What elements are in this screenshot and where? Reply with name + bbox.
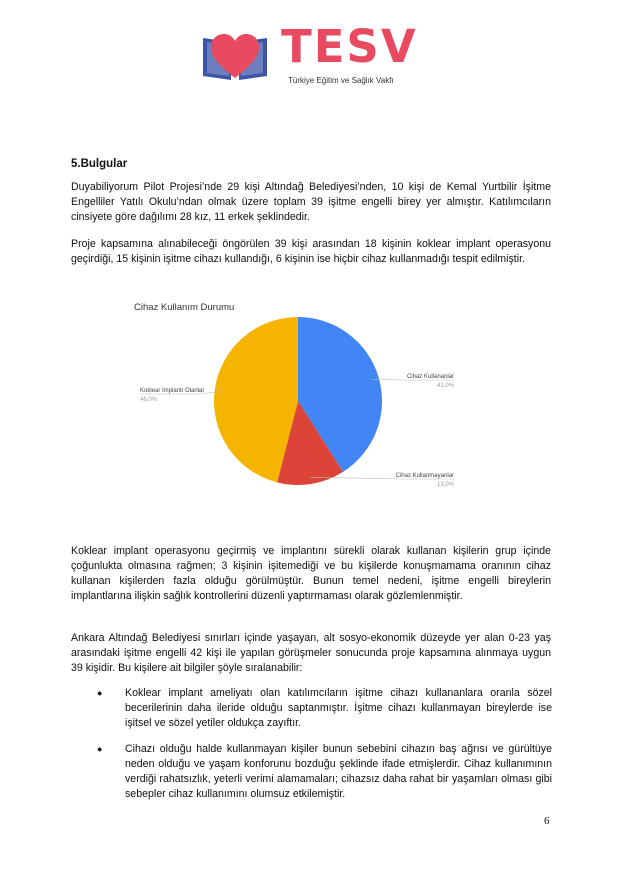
bullet-icon: ● (97, 744, 103, 754)
pie-slice-label: Cihaz Kullananlar (406, 374, 454, 380)
bullet-icon: ● (97, 688, 103, 698)
chart-title: Cihaz Kullanım Durumu (134, 302, 235, 313)
paragraph-altindag: Ankara Altındağ Belediyesi sınırları içinde yaşayan, alt sosyo-ekonomik düzeyde yer alan 0-23 yaş arasındaki işitme engelli 42 kişi ile yapılan görüşmeler sonucunda proje kapsamına alınmaya uygun 39 kişidir. Bu kişilere ait bilgiler şöyle sıralanabilir: (71, 632, 551, 674)
paragraph-participants: Duyabiliyorum Pilot Projesi’nde 29 kişi Altındağ Belediyesi’nden, 10 kişi de Kemal Yurtbilir İşitme Engelliler Yatılı Okulu’ndan olmak üzere toplam 39 işitme engelli birey yer almıştır. Katılımcıların cinsiyete göre dağılımı 28 kız, 11 erkek şeklindedir. (71, 181, 551, 223)
page-number: 6 (544, 815, 550, 827)
tesv-logo (197, 20, 418, 92)
list-item-text: Koklear implant ameliyatı olan katılımcıların işitme cihazı kullananlara oranla sözel becerilerinin daha ileride olduğu saptanmıştır. İşitme cihazı kullanmayan bireylerde ise işitsel ve sözel yetiler oldukça zayıftır. (125, 687, 552, 729)
pie-slice-value: 46,0% (140, 397, 158, 403)
logo-subtitle: Türkiye Eğitim ve Sağlık Vakfı (288, 76, 394, 85)
pie-slice-value: 41,0% (436, 383, 454, 389)
logo-wordmark: TESV (281, 20, 418, 73)
pie-slice-label: Cihaz Kullanmayanlar (395, 473, 454, 479)
pie-slice-value: 13,0% (436, 482, 454, 488)
section-heading: 5.Bulgular (71, 158, 128, 170)
pie-slice-label: Koklear İmplantı Olanlar (140, 388, 205, 394)
paragraph-implant-findings: Koklear implant operasyonu geçirmiş ve implantını sürekli olarak kullanan kişilerin grup içinde çoğunlukta olmasına rağmen; 3 kişinin işitemediği ve bu kişilerde konuşmamama oranının cihaz kullanan kişilerden fazla olduğu görülmüştür. Bunun temel nedeni, işitme engelli bireylerin implantlarına ilişkin sağlık kontrollerini düzenli yaptırmaması olarak gözlemlenmiştir. (71, 545, 551, 602)
pie-chart (110, 312, 470, 502)
list-item-text: Cihazı olduğu halde kullanmayan kişiler bunun sebebini cihazın baş ağrısı ve gürültüye neden olduğu ve yaşam konforunu bozduğu şeklinde ifade etmişlerdir. Cihaz kullanımının verdiği rahatsızlık, yeterli verimi alamamaları; cihazsız daha rahat bir yaşamları olması gibi sebepler cihaz kullanımını olumsuz etkilemiştir. (125, 743, 552, 800)
list-item (97, 686, 552, 731)
list-item (97, 742, 552, 802)
paragraph-device-usage: Proje kapsamına alınabileceği öngörülen 39 kişi arasından 18 kişinin koklear implant operasyonu geçirdiği, 15 kişinin işitme cihazı kullandığı, 6 kişinin ise hiçbir cihaz kullanmadığı tespit edilmiştir. (71, 238, 551, 265)
book-heart-icon (197, 28, 273, 86)
